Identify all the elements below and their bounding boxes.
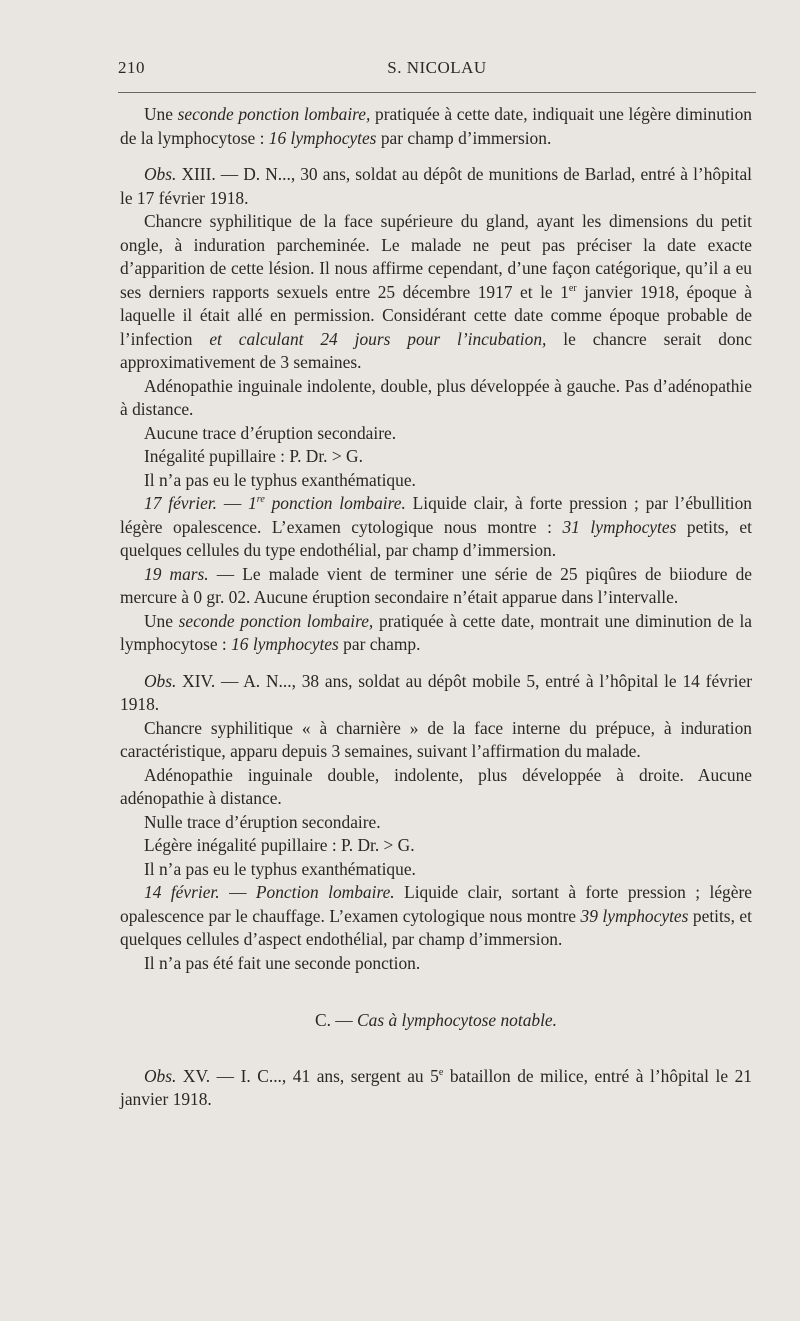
text-segment: 16 lymphocytes [268, 127, 377, 148]
text-segment: 31 lymphocytes [562, 516, 677, 537]
text-segment: 19 mars. [144, 563, 209, 584]
text-segment: XIV. — A. N..., 38 ans, soldat au dépôt mobile 5, entré à l’hôpital le 14 février 1918. [120, 670, 752, 714]
text-segment: e [438, 1066, 444, 1078]
text-segment: 17 février. [144, 493, 218, 513]
text-segment: Obs. [144, 1065, 177, 1086]
text-segment: 39 lymphocytes [580, 905, 689, 926]
paragraph [120, 834, 752, 858]
section-heading [120, 1009, 752, 1033]
running-title: S. NICOLAU [387, 58, 487, 77]
text-segment: 16 lymphocytes [231, 634, 339, 654]
text-segment: Aucune trace d’éruption secondaire. [144, 422, 397, 443]
text-segment: par champ. [338, 634, 421, 654]
text-segment: et calculant 24 jours pour l’incubation, [209, 328, 547, 349]
paragraph [120, 952, 752, 976]
text-segment: — [217, 493, 249, 513]
page-number: 210 [118, 58, 145, 77]
paragraph [120, 445, 752, 469]
text-segment: ponction lombaire. [264, 493, 406, 513]
text-segment: Chancre syphilitique « à charnière » de la face interne du prépuce, à induration caractéristique, apparu depuis 3 semaines, suivant l’affirmation du malade. [120, 717, 752, 761]
text-segment: seconde ponction lombaire, [178, 610, 374, 631]
text-segment: le chancre serait donc approximativement de 3 semaines. [120, 328, 753, 372]
text-segment: Ponction lombaire. [255, 882, 395, 902]
text-segment: Obs. [144, 164, 177, 184]
paragraph [120, 858, 752, 882]
text-segment: — [219, 882, 256, 902]
text-segment: pratiquée à cette date, montrait une diminution de la lymphocytose : [120, 610, 752, 654]
paragraph [120, 811, 752, 835]
paragraph [120, 1065, 752, 1112]
text-segment: XV. — I. C..., 41 ans, sergent au 5 [176, 1065, 439, 1086]
header-rule [118, 92, 756, 93]
paragraph [120, 422, 752, 446]
text-segment: Chancre syphilitique de la face supérieure du gland, ayant les dimensions du petit ongle, à induration parcheminée. Le malade ne peut pas préciser la date exacte d’apparition de cette lésion. Il nous affirme cependant, d’une façon catégorique, qu’il a eu ses derniers rapports sexuels entre 25 décembre 1917 et le 1 [120, 211, 752, 302]
text-segment: Nulle trace d’éruption secondaire. [144, 811, 381, 832]
text-segment: — Le malade vient de terminer une série de 25 piqûres de biiodure de mercure à 0 gr. 02. Aucune éruption secondaire n’était apparue dans l’intervalle. [120, 563, 752, 607]
paragraph [120, 881, 752, 952]
text-segment: Il n’a pas été fait une seconde ponction. [144, 952, 421, 973]
text-segment: pratiquée à cette date, indiquait une légère diminution de la lymphocytose : [120, 104, 752, 148]
text-segment: Une [144, 104, 178, 124]
paragraph [120, 610, 752, 657]
page-header [118, 58, 756, 82]
text-segment: Une [144, 610, 179, 631]
text-segment: Inégalité pupillaire : P. Dr. > G. [144, 446, 363, 466]
paragraph [120, 764, 752, 811]
paragraph [120, 492, 752, 563]
text-segment: 14 février. [144, 882, 220, 902]
text-segment: Il n’a pas eu le typhus exanthématique. [144, 858, 416, 879]
text-segment: C. — [314, 1010, 358, 1030]
paragraph [120, 210, 752, 375]
paragraph [120, 670, 752, 717]
paragraph [120, 469, 752, 493]
text-segment: Légère inégalité pupillaire : P. Dr. > G. [144, 835, 415, 855]
text-segment: petits, et quelques cellules d’aspect endothélial, par champ d’immersion. [120, 905, 752, 949]
text-segment: seconde ponction lombaire, [177, 104, 371, 124]
paragraph [120, 375, 752, 422]
text-segment: petits, et quelques cellules du type endothélial, par champ d’immersion. [120, 516, 752, 560]
paragraph [120, 103, 752, 150]
text-segment: Adénopathie inguinale indolente, double, plus développée à gauche. Pas d’adénopathie à distance. [120, 375, 752, 419]
text-segment: re [256, 494, 265, 506]
text-segment: janvier 1918, époque à laquelle il était allé en permission. Considérant cette date comme époque probable de l’infection [120, 281, 752, 349]
text-segment: er [568, 282, 577, 294]
text-segment: par champ d’immersion. [376, 127, 552, 148]
text-segment: 1 [248, 493, 257, 513]
text-segment: Il n’a pas eu le typhus exanthématique. [144, 469, 416, 490]
paragraph [120, 163, 752, 210]
paragraph [120, 563, 752, 610]
text-segment: Obs. [144, 670, 177, 691]
text-segment: Liquide clair, à forte pression ; par l’ébullition légère opalescence. L’examen cytologique nous montre : [120, 493, 752, 537]
text-segment: Cas à lymphocytose notable. [357, 1010, 557, 1030]
text-segment: XIII. — D. N..., 30 ans, soldat au dépôt de munitions de Barlad, entré à l’hôpital le 17 février 1918. [120, 164, 752, 208]
text-segment: Adénopathie inguinale double, indolente, plus développée à droite. Aucune adénopathie à distance. [120, 764, 752, 808]
body-text [120, 103, 752, 1112]
paragraph [120, 717, 752, 764]
text-segment: Liquide clair, sortant à forte pression ; légère opalescence par le chauffage. L’examen cytologique nous montre [120, 882, 752, 926]
text-segment: bataillon de milice, entré à l’hôpital le 21 janvier 1918. [120, 1065, 752, 1109]
